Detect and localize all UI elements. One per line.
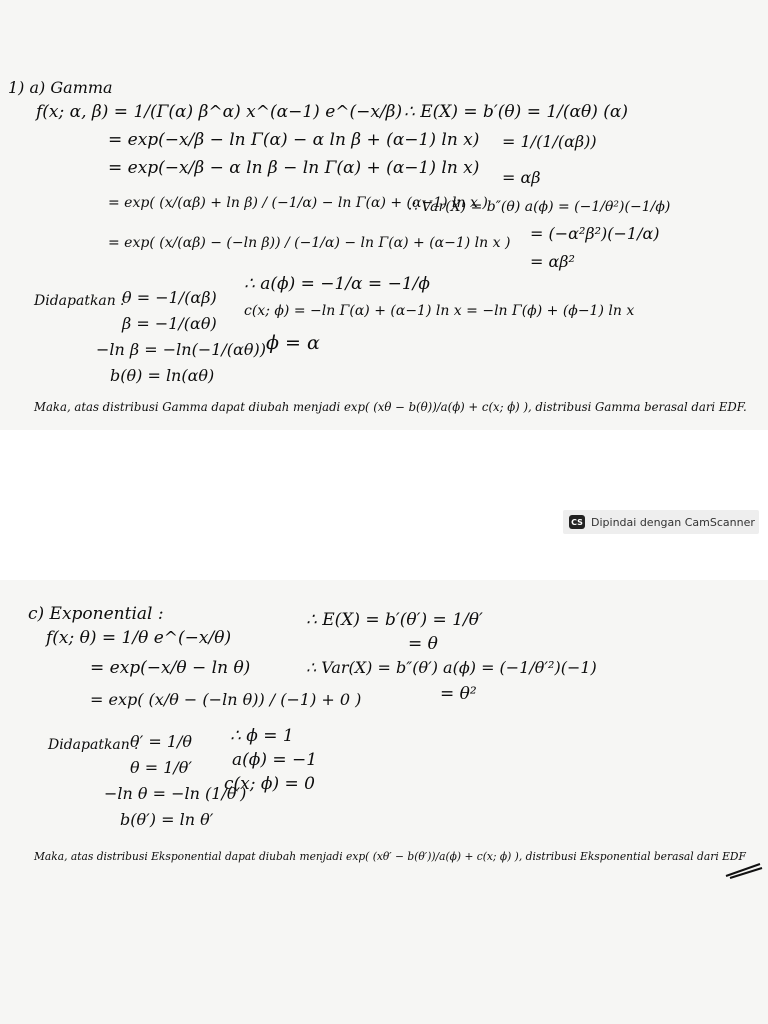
gamma-step-4: = exp( (x/(αβ) − (−ln β)) / (−1/α) − ln Γ(α) + (α−1) ln x )	[108, 235, 511, 251]
page-gap	[0, 430, 768, 580]
gamma-c-phi: c(x; ϕ) = −ln Γ(α) + (α−1) ln x = −ln Γ(ϕ) + (ϕ−1) ln x	[244, 303, 635, 319]
gamma-mean-line-2: = 1/(1/(αβ))	[502, 132, 597, 151]
gamma-var-line-1: ∴ Var(X) = b″(θ) a(ϕ) = (−1/θ²)(−1/ϕ)	[408, 199, 671, 215]
gamma-theta-2: β = −1/(αθ)	[122, 314, 217, 333]
exponential-var-line-1: ∴ Var(X) = b″(θ′) a(ϕ) = (−1/θ′²)(−1)	[306, 658, 597, 677]
exponential-theta-1: θ′ = 1/θ	[130, 732, 193, 751]
camscanner-logo-icon: CS	[569, 515, 585, 529]
exponential-theta-3: −ln θ = −ln (1/θ′)	[104, 784, 247, 803]
gamma-theta-1: θ = −1/(αβ)	[122, 288, 217, 307]
gamma-var-line-2: = (−α²β²)(−1/α)	[530, 224, 660, 243]
gamma-step-3: = exp( (x/(αβ) + ln β) / (−1/α) − ln Γ(α) + (α−1) ln x )	[108, 195, 488, 211]
gamma-conclusion: Maka, atas distribusi Gamma dapat diubah menjadi exp( (xθ − b(θ))/a(ϕ) + c(x; ϕ) ), distribusi Gamma berasal dari EDF.	[34, 400, 747, 414]
camscanner-watermark	[563, 510, 759, 534]
exponential-mean-line-2: = θ	[408, 634, 438, 654]
exponential-theta-4: b(θ′) = ln θ′	[120, 810, 214, 829]
exponential-var-line-2: = θ²	[440, 684, 477, 704]
gamma-theta-4: b(θ) = ln(αθ)	[110, 366, 215, 385]
exponential-step-1: = exp(−x/θ − ln θ)	[90, 658, 251, 678]
gamma-a-phi: ∴ a(ϕ) = −1/α = −1/ϕ	[244, 274, 430, 294]
gamma-mean-line-3: = αβ	[502, 168, 541, 187]
exponential-theta-2: θ = 1/θ′	[130, 758, 193, 777]
gamma-pdf: f(x; α, β) = 1/(Γ(α) β^α) x^(α−1) e^(−x/β)	[36, 102, 403, 122]
exponential-pdf: f(x; θ) = 1/θ e^(−x/θ)	[46, 628, 232, 648]
gamma-phi: ϕ = α	[266, 332, 320, 354]
gamma-mean-line-1: ∴ E(X) = b′(θ) = 1/(αθ) (α)	[404, 102, 629, 122]
exponential-phi-3: c(x; ϕ) = 0	[224, 774, 315, 794]
gamma-step-1: = exp(−x/β − ln Γ(α) − α ln β + (α−1) ln x)	[108, 130, 480, 150]
exponential-obtained-label: Didapatkan :	[48, 737, 139, 753]
gamma-step-2: = exp(−x/β − α ln β − ln Γ(α) + (α−1) ln x)	[108, 158, 480, 178]
gamma-theta-3: −ln β = −ln(−1/(αθ))	[96, 340, 266, 359]
gamma-var-line-3: = αβ²	[530, 252, 575, 271]
exponential-step-2: = exp( (x/θ − (−ln θ)) / (−1) + 0 )	[90, 690, 362, 709]
exponential-phi-2: a(ϕ) = −1	[232, 750, 318, 770]
gamma-obtained-label: Didapatkan :	[34, 293, 125, 309]
exponential-conclusion: Maka, atas distribusi Eksponential dapat diubah menjadi exp( (xθ′ − b(θ′))/a(ϕ) + c(x; ϕ) ), distribusi Eksponential berasal dari EDF	[34, 850, 746, 863]
camscanner-text: Dipindai dengan CamScanner	[591, 515, 755, 529]
exponential-heading: c) Exponential :	[28, 604, 164, 624]
pen-flourish-icon	[724, 860, 764, 880]
exponential-phi-1: ∴ ϕ = 1	[230, 726, 294, 746]
exponential-mean-line-1: ∴ E(X) = b′(θ′) = 1/θ′	[306, 610, 483, 630]
gamma-heading: 1) a) Gamma	[8, 78, 113, 97]
